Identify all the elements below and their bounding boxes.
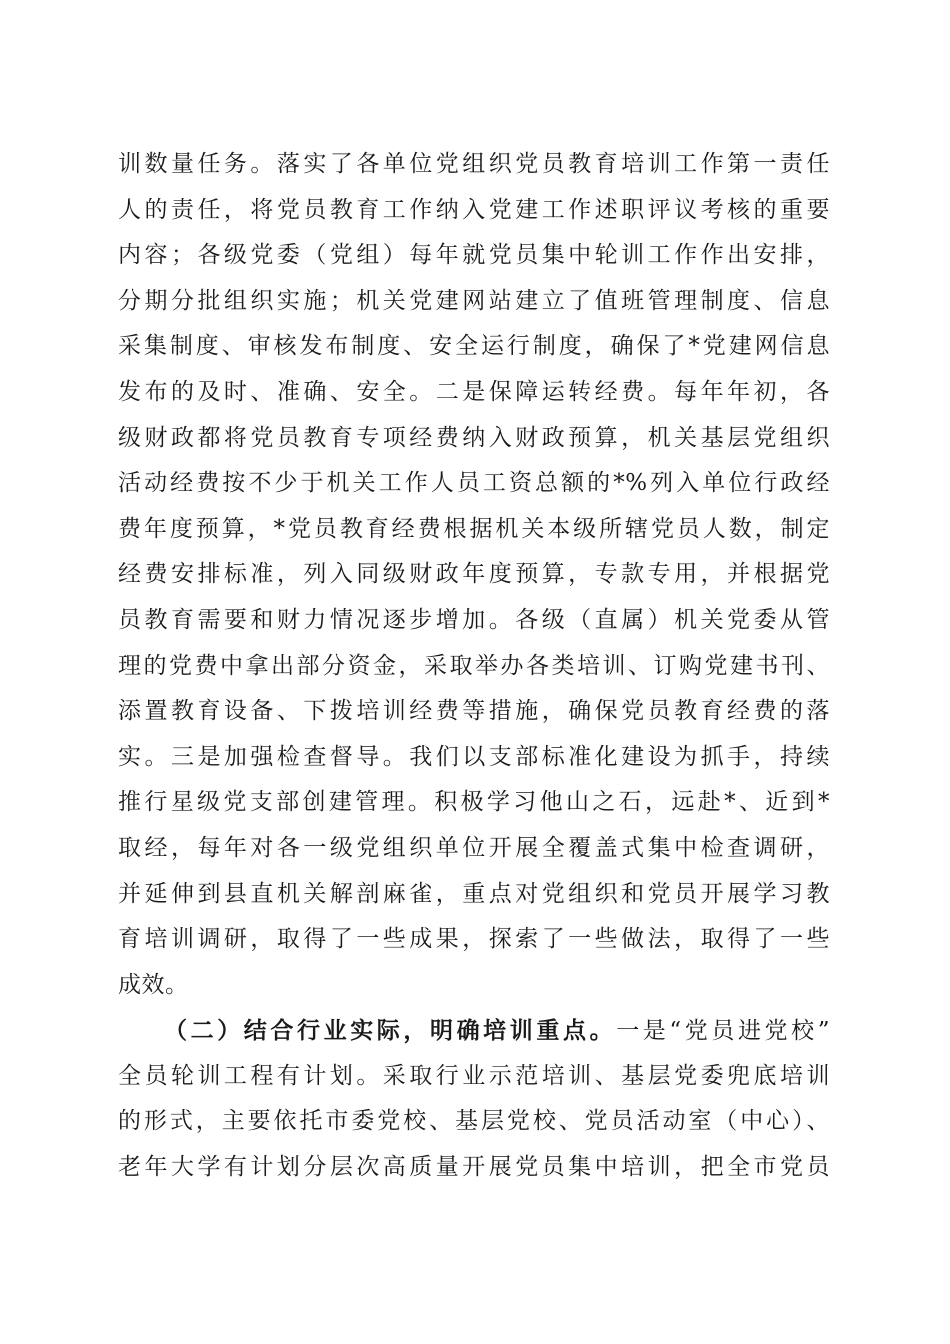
document-body xyxy=(118,142,830,1191)
section-heading-line xyxy=(118,1008,830,1054)
body-line: 员教育需要和财力情况逐步增加。各级（直属）机关党委从管 xyxy=(118,606,830,633)
body-line: 训数量任务。落实了各单位党组织党员教育培训工作第一责任 xyxy=(118,151,830,177)
body-line: 添置教育设备、下拨培训经费等措施，确保党员教育经费的落 xyxy=(118,698,830,725)
body-line: 育培训调研，取得了一些成果，探索了一些做法，取得了一些 xyxy=(118,926,830,953)
body-line: 人的责任，将党员教育工作纳入党建工作述职评议考核的重要 xyxy=(118,196,830,223)
body-line: 发布的及时、准确、安全。二是保障运转经费。每年年初，各 xyxy=(118,378,830,405)
body-line: 经费安排标准，列入同级财政年度预算，专款专用，并根据党 xyxy=(118,561,830,588)
body-line: 全员轮训工程有计划。采取行业示范培训、基层党委兜底培训 xyxy=(118,1062,830,1089)
body-line: 实。三是加强检查督导。我们以支部标准化建设为抓手，持续 xyxy=(118,743,830,770)
body-line: 并延伸到县直机关解剖麻雀，重点对党组织和党员开展学习教 xyxy=(118,880,830,907)
body-line: 成效。 xyxy=(118,971,189,998)
body-line: 费年度预算，*党员教育经费根据机关本级所辖党员人数，制定 xyxy=(118,515,830,542)
body-line: 理的党费中拿出部分资金，采取举办各类培训、订购党建书刊、 xyxy=(118,652,830,679)
section-heading: （二）结合行业实际，明确培训重点。 xyxy=(164,1017,617,1045)
body-line: 活动经费按不少于机关工作人员工资总额的*%列入单位行政经 xyxy=(118,470,830,497)
body-line: 内容；各级党委（党组）每年就党员集中轮训工作作出安排， xyxy=(118,242,830,269)
body-line: 取经，每年对各一级党组织单位开展全覆盖式集中检查调研， xyxy=(118,834,830,861)
body-line: 的形式，主要依托市委党校、基层党校、党员活动室（中心）、 xyxy=(118,1108,830,1135)
body-line: 分期分批组织实施；机关党建网站建立了值班管理制度、信息 xyxy=(118,287,830,314)
body-line: 级财政都将党员教育专项经费纳入财政预算，机关基层党组织 xyxy=(118,424,830,451)
section-heading-rest: 一是“党员进党校” xyxy=(616,1018,830,1045)
body-line: 采集制度、审核发布制度、安全运行制度，确保了*党建网信息 xyxy=(118,333,830,360)
body-line: 老年大学有计划分层次高质量开展党员集中培训，把全市党员 xyxy=(118,1154,830,1181)
body-line: 推行星级党支部创建管理。积极学习他山之石，远赴*、近到* xyxy=(118,789,830,816)
